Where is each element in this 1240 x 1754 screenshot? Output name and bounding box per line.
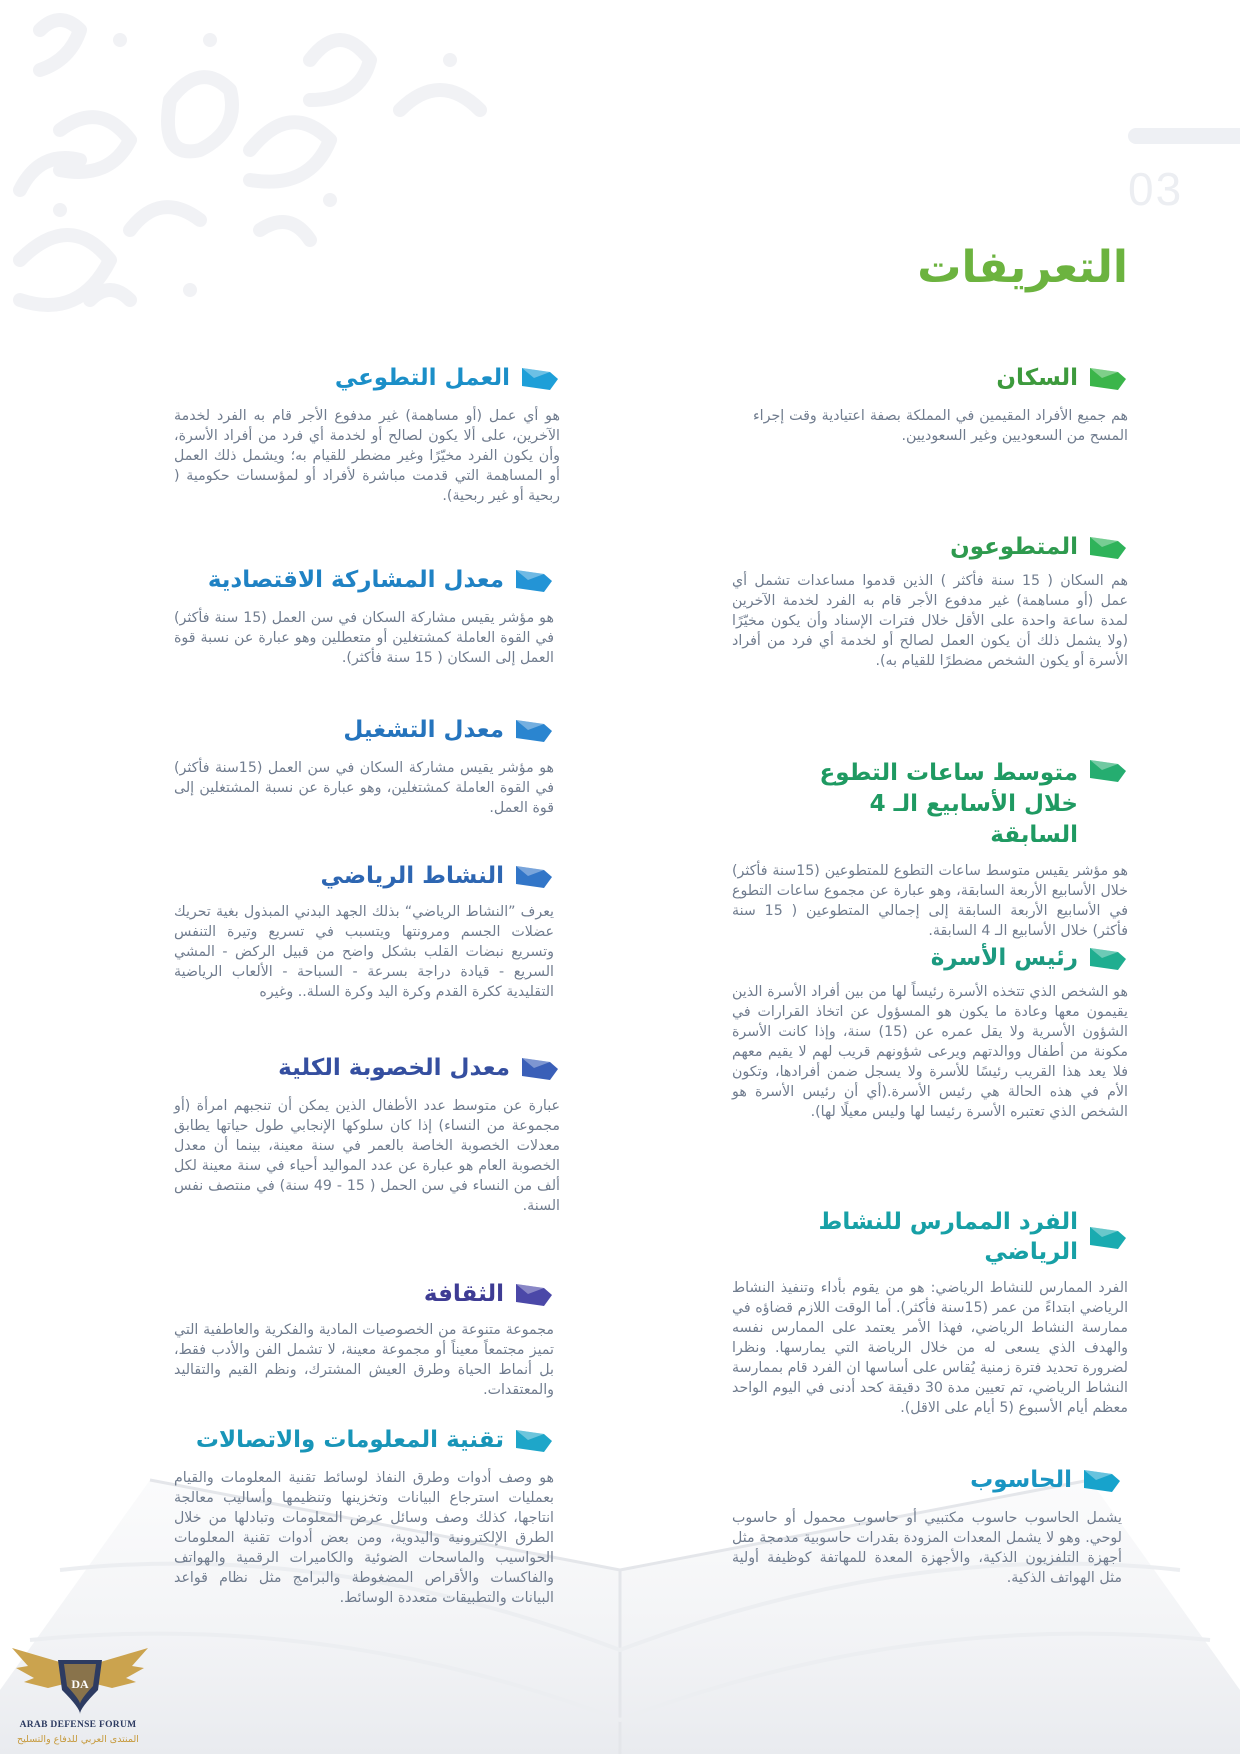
page-number: 03 — [1128, 163, 1184, 215]
definition-text: هو مؤشر يقيس مشاركة السكان في سن العمل (15سنة فأكثر) في القوة العاملة كمشتغلين، وهو عبارة عن نسبة المشتغلين إلى قوة العمل. — [174, 759, 555, 816]
definition-text: يعرف ”النشاط الرياضي“ بذلك الجهد البدني المبذول بغية تحريك عضلات الجسم ومرونتها ويتسبب في تسريع وتيرة التنفس وتسريع نبضات القلب بشكل واضح من قبيل الركض - المشي السريع - قيادة دراجة بسرعة - السباحة - الألعاب الرياضية التقليدية ككرة القدم وكرة اليد وكرة السلة.. وغيره — [174, 903, 554, 1000]
flag-icon — [514, 718, 554, 744]
definition-text: هو مؤشر يقيس متوسط ساعات التطوع للمتطوعين (15سنة فأكثر) خلال الأسابيع الأربعة السابقة، وهو عبارة عن مجموع ساعات التطوع في الأسابيع الأربعة السابقة إلى إجمالي المتطوعين ( 15 سنة فأكثر) خلال الأسابيع الـ 4 السابقة. — [732, 863, 1128, 940]
flag-icon — [514, 1428, 554, 1454]
definition-average-hours — [732, 758, 1128, 941]
definition-title: السكان — [996, 365, 1078, 391]
definition-title: معدل الخصوبة الكلية — [278, 1055, 510, 1081]
flag-icon — [1088, 946, 1128, 972]
definition-text: هو الشخص الذي تتخذه الأسرة رئيساً لها من بين أفراد الأسرة الذين يقيمون معها وعادة ما يكون هو المسؤول عن اتخاذ القرارات في الشؤون الأسرية ولا يقل عمره عن (15) سنة، وإذا كانت الأسرة مكونة من أطفال ووالدتهم ويرعى شؤونهم قريب لهم لا يقيم معهم فلا يعد هذا القريب رئيسًا للأسرة ولا يسجل ضمن أفرادها، وتكون الأم في هذه الحالة هي رئيس الأسرة.(أي أن رئيس الأسرة هو الشخص الذي تعتبره الأسرة رئيسا لها وليس معيلًا لها). — [732, 983, 1128, 1120]
flag-icon — [1088, 1225, 1128, 1251]
definition-title: معدل المشاركة الاقتصادية — [207, 567, 504, 593]
definition-text: الفرد الممارس للنشاط الرياضي: هو من يقوم بأداء وتنفيذ النشاط الرياضي ابتداءً من عمر (15سنة فأكثر). أما الوقت اللازم قضاؤه في ممارسة النشاط الرياضي، فهذا الأمر يعتمد على الممارس نفسه والهدف الذي يسعى له من خلال الرياضة التي يمارسها. ونظرا لضرورة تحديد فترة زمنية يُقاس على أساسها ان الفرد قام بممارسة النشاط الرياضي، تم تعيين مدة 30 دقيقة كحد أدنى في اليوم الواحد معظم أيام الأسبوع (5 أيام على الاقل). — [732, 1279, 1129, 1416]
definition-text: هم جميع الأفراد المقيمين في المملكة بصفة اعتيادية وقت إجراء المسح من السعوديين وغير السعوديين. — [753, 407, 1128, 444]
flag-icon — [1088, 535, 1128, 561]
definition-title: رئيس الأسرة — [930, 945, 1078, 971]
definition-title: العمل التطوعي — [334, 365, 510, 391]
definition-ict — [174, 1426, 554, 1608]
logo-name-english: ARAB DEFENSE FORUM — [19, 1720, 137, 1730]
decorative-letters-background — [0, 0, 560, 330]
flag-icon — [514, 568, 554, 594]
flag-icon — [1088, 366, 1128, 392]
definition-volunteer-work — [174, 364, 560, 506]
definition-text: هو أي عمل (أو مساهمة) غير مدفوع الأجر قام به الفرد لخدمة الآخرين، على ألا يكون لصالح أو لخدمة أي فرد من أفراد الأسرة، وأن يكون الفرد مخيّرًا وغير مضطر للقيام به؛ ويشمل ذلك العمل أو المساهمة التي قدمت مباشرة لأفراد أو لمؤسسات حكومية ( ربحية أو غير ربحية). — [174, 407, 560, 504]
definition-title: النشاط الرياضي — [320, 863, 504, 889]
flag-icon — [1082, 1468, 1122, 1494]
page-title: التعريفات — [917, 242, 1128, 293]
definition-title: متوسط ساعات التطوع خلال الأسابيع الـ 4 السابقة — [819, 760, 1078, 849]
definition-title: المتطوعون — [950, 534, 1078, 560]
header-decor-bar — [1128, 128, 1240, 144]
definition-employment-rate — [174, 716, 554, 818]
definition-title: معدل التشغيل — [343, 717, 504, 743]
definition-population — [753, 364, 1128, 446]
definition-physical-activity — [174, 862, 554, 1002]
flag-icon — [520, 366, 560, 392]
definition-household-head — [732, 944, 1128, 1122]
definition-title: الحاسوب — [970, 1467, 1072, 1493]
definition-text: هو مؤشر يقيس مشاركة السكان في سن العمل (15 سنة فأكثر) في القوة العاملة كمشتغلين أو متعطلين وهو عبارة عن نسبة قوة العمل إلى السكان ( 15 سنة فأكثر). — [174, 609, 554, 666]
definition-economic-participation — [174, 566, 554, 668]
definition-title: الثقافة — [423, 1281, 504, 1307]
definition-sports-practitioner — [732, 1208, 1128, 1418]
definition-text: يشمل الحاسوب حاسوب مكتبيي أو حاسوب محمول أو حاسوب لوحي. وهو لا يشمل المعدات المزودة بقدرات حاسوبية مدمجة مثل أجهزة التلفزيون الذكية، والأجهزة المعدة للمهاتفة كوظيفة أولية مثل الهواتف الذكية. — [732, 1509, 1122, 1586]
definition-text: مجموعة متنوعة من الخصوصيات المادية والفكرية والعاطفية التي تميز مجتمعاً معيناً أو مجموعة معينة، لا تشمل الفن والأدب فقط، بل أنماط الحياة وطرق العيش المشترك، ونظم القيم والتقاليد والمعتقدات. — [174, 1321, 554, 1398]
flag-icon — [1088, 758, 1128, 784]
flag-icon — [514, 864, 554, 890]
logo-monogram: DA — [71, 1677, 89, 1691]
definition-text: هو وصف أدوات وطرق النفاذ لوسائط تقنية المعلومات والقيام بعمليات استرجاع البيانات وتخزينها وتنظيمها وأساليب معالجة انتاجها، كذلك وصف وسائل عرض المعلومات وتبادلها من خلال الطرق الإلكترونية واليدوية، ومن بعض أدوات تقنية المعلومات الحواسيب والماسحات الضوئية والكاميرات الرقمية والهواتف والفاكسات والأقراص المضغوطة والبرامج مثل نظام قواعد البيانات والتطبيقات متعددة الوسائط. — [174, 1469, 554, 1606]
definition-volunteers — [732, 533, 1128, 671]
definition-title: الفرد الممارس للنشاط الرياضي — [818, 1209, 1078, 1265]
definition-text: عبارة عن متوسط عدد الأطفال الذين يمكن أن تنجبهم امرأة (أو مجموعة من النساء) إذا كان سلوكها الإنجابي طول حياتها يطابق معدلات الخصوبة الخاصة بالعمر في سنة معينة، بينما أن معدل الخصوبة العام هو عبارة عن عدد المواليد أحياء في سنة معينة لكل ألف من النساء في سن الحمل ( 15 - 49 سنة) في منتصف نفس السنة. — [174, 1097, 560, 1214]
flag-icon — [520, 1056, 560, 1082]
logo-name-arabic: المنتدى العربي للدفاع والتسليح — [17, 1734, 139, 1745]
definition-title: تقنية المعلومات والاتصالات — [195, 1427, 504, 1453]
definition-computer — [732, 1466, 1122, 1588]
definition-total-fertility — [174, 1054, 560, 1216]
definition-text: هم السكان ( 15 سنة فأكثر ) الذين قدموا مساعدات تشمل أي عمل (أو مساهمة) غير مدفوع الأجر قام به الفرد لخدمة الآخرين لمدة ساعة واحدة على الأقل خلال فترات الإسناد وأن يكون مخيّرًا (ولا يشمل ذلك أن يكون العمل لصالح أو لخدمة أي فرد من أفراد الأسرة أو يكون الشخص مضطرًا للقيام به). — [732, 572, 1128, 669]
flag-icon — [514, 1282, 554, 1308]
definition-culture — [174, 1280, 554, 1400]
